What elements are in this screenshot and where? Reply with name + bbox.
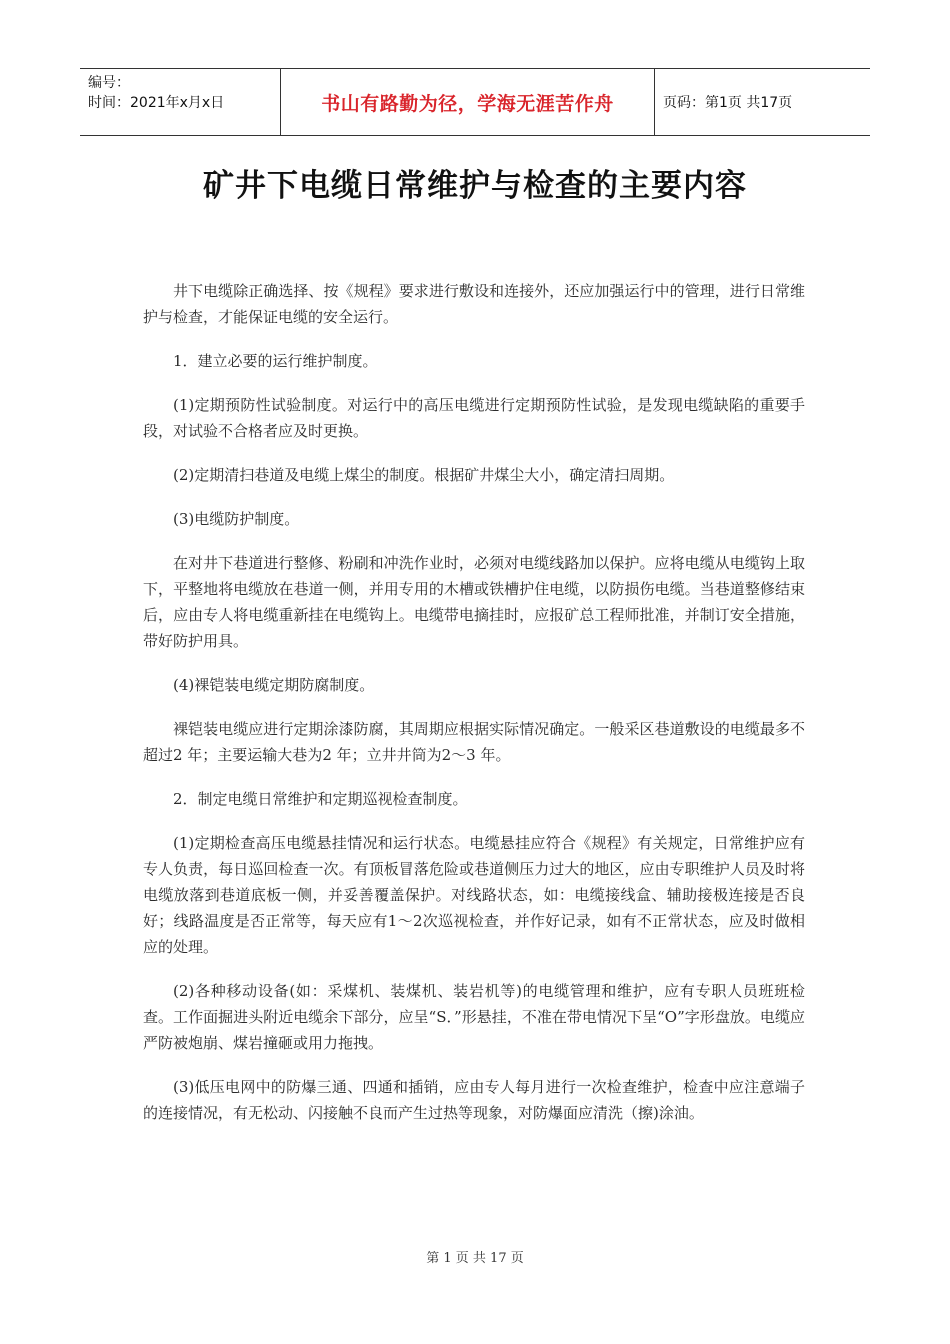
document-body	[143, 278, 805, 1144]
document-header	[80, 68, 870, 136]
paragraph: (2)各种移动设备(如：采煤机、装煤机、装岩机等)的电缆管理和维护，应有专职人员班班检查。工作面掘进头附近电缆余下部分，应呈“S．”形悬挂，不准在带电情况下呈“O”字形盘放。电缆应严防被炮崩、煤岩撞砸或用力拖拽。	[143, 982, 805, 1052]
header-page-info: 页码：第1页 共17页	[663, 95, 793, 111]
paragraph: (2)定期清扫巷道及电缆上煤尘的制度。根据矿井煤尘大小，确定清扫周期。	[173, 466, 675, 484]
paragraph: (3)电缆防护制度。	[173, 510, 300, 528]
document-title: 矿井下电缆日常维护与检查的主要内容	[203, 168, 747, 204]
paragraph: 井下电缆除正确选择、按《规程》要求进行敷设和连接外，还应加强运行中的管理，进行日常维护与检查，才能保证电缆的安全运行。	[143, 282, 805, 326]
document-number-label: 编号：	[88, 75, 130, 91]
paragraph: 裸铠装电缆应进行定期涂漆防腐，其周期应根据实际情况确定。一般采区巷道敷设的电缆最多不超过2 年；主要运输大巷为2 年；立井井筒为2～3 年。	[143, 720, 805, 764]
section-heading: 2．制定电缆日常维护和定期巡视检查制度。	[173, 790, 468, 808]
paragraph: (4)裸铠装电缆定期防腐制度。	[173, 676, 375, 694]
header-meta	[80, 69, 280, 135]
paragraph: (1)定期预防性试验制度。对运行中的高压电缆进行定期预防性试验，是发现电缆缺陷的重要手段，对试验不合格者应及时更换。	[143, 396, 805, 440]
header-motto: 书山有路勤为径，学海无涯苦作舟	[280, 69, 655, 135]
paragraph: (1)定期检查高压电缆悬挂情况和运行状态。电缆悬挂应符合《规程》有关规定，日常维护应有专人负责，每日巡回检查一次。有顶板冒落危险或巷道侧压力过大的地区，应由专职维护人员及时将电缆放落到巷道底板一侧，并妥善覆盖保护。对线路状态，如：电缆接线盒、辅助接极连接是否良好；线路温度是否正常等，每天应有1～2次巡视检查，并作好记录，如有不正常状态，应及时做相应的处理。	[143, 834, 805, 956]
section-heading: 1．建立必要的运行维护制度。	[173, 352, 378, 370]
document-date: 时间：2021年x月x日	[88, 95, 225, 111]
page-footer: 第 1 页 共 17 页	[426, 1251, 524, 1266]
paragraph: (3)低压电网中的防爆三通、四通和插销，应由专人每月进行一次检查维护，检查中应注意端子的连接情况，有无松动、闪接触不良而产生过热等现象，对防爆面应清洗（擦)涂油。	[143, 1078, 805, 1122]
paragraph: 在对井下巷道进行整修、粉刷和冲洗作业时，必须对电缆线路加以保护。应将电缆从电缆钩上取下，平整地将电缆放在巷道一侧，并用专用的木槽或铁槽护住电缆，以防损伤电缆。当巷道整修结束后，应由专人将电缆重新挂在电缆钩上。电缆带电摘挂时，应报矿总工程师批准，并制订安全措施，带好防护用具。	[143, 554, 805, 650]
